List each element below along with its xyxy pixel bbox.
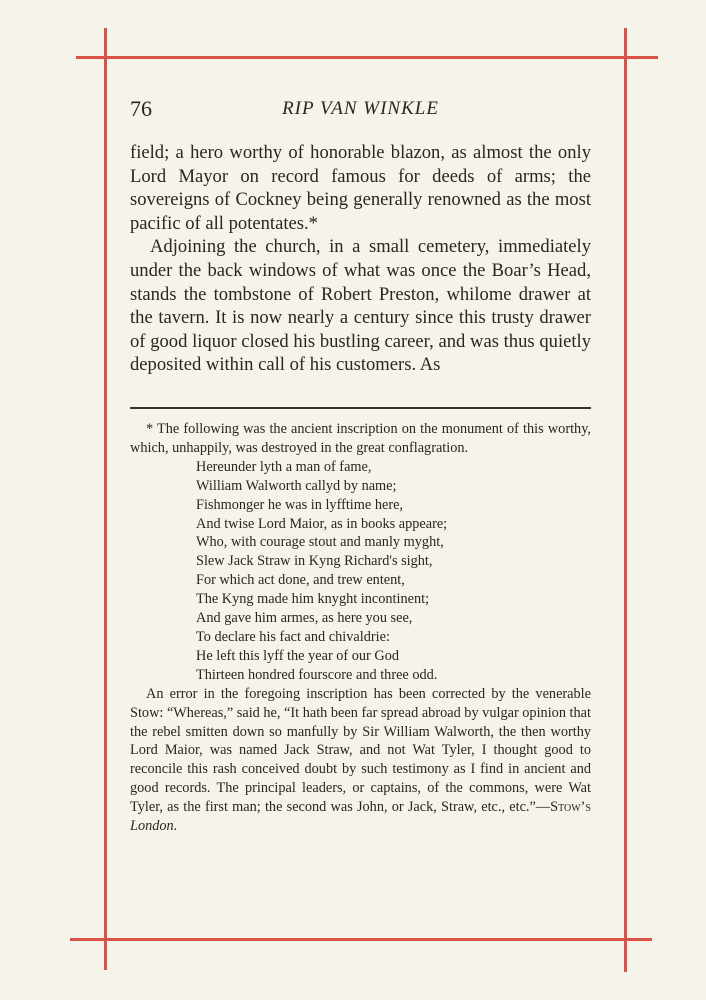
running-head: RIP VAN WINKLE	[282, 98, 439, 119]
attribution-author: Stow’s	[550, 799, 591, 816]
verse-line: And gave him armes, as here you see,	[196, 610, 413, 627]
verse-line: He left this lyff the year of our God	[196, 647, 400, 664]
border-rule-bottom	[70, 938, 652, 941]
verse-line: William Walworth callyd by name;	[196, 477, 397, 494]
inscription-verse	[196, 458, 591, 685]
verse-line: Who, with courage stout and manly myght,	[196, 534, 444, 551]
verse-line: Fishmonger he was in lyfftime here,	[196, 496, 403, 513]
footnote-intro: * The following was the ancient inscription on the monument of this worthy, which, unhappily, was destroyed in the great conflagration.	[130, 421, 591, 456]
attribution-title: London.	[130, 818, 178, 835]
verse-line: For which act done, and trew entent,	[196, 572, 405, 589]
border-rule-right	[624, 28, 627, 972]
body-paragraph-1: field; a hero worthy of honorable blazon, as almost the only Lord Mayor on record famous for deeds of arms; the sovereigns of Cockney being generally renowned as the most pacific of all potentates.*	[130, 142, 591, 234]
border-rule-top	[76, 56, 658, 59]
body-text	[130, 141, 591, 377]
verse-line: The Kyng made him knyght incontinent;	[196, 591, 430, 608]
body-paragraph-2: Adjoining the church, in a small cemetery, immediately under the back windows of what was once the Boar’s Head, stands the tombstone of Robert Preston, whilome drawer at the tavern. It is now nearly a century since this trusty drawer of good liquor closed his bustling career, and was thus quietly deposited within call of his customers. As	[130, 236, 591, 376]
verse-line: Hereunder lyth a man of fame,	[196, 458, 372, 475]
page-number: 76	[130, 96, 152, 121]
verse-line: Thirteen hondred fourscore and three odd.	[196, 666, 438, 683]
footnote-note	[130, 685, 591, 836]
border-rule-left	[104, 28, 107, 970]
footnote-note-text: An error in the foregoing inscription has been corrected by the venerable Stow: “Whereas,” said he, “It hath been far spread abroad by vulgar opinion that the rebel smitten down so manfully by Sir William Walworth, the then worthy Lord Maior, was named Jack Straw, and not Wat Tyler, I thought good to reconcile this rash conceived doubt by such testimony as I find in ancient and good records. The principal leaders, or captains, of the commons, were Wat Tyler, as the first man; the second was John, or Jack, Straw, etc., etc.”—	[130, 685, 591, 816]
verse-line: And twise Lord Maior, as in books appeare;	[196, 515, 448, 532]
page-header	[130, 96, 591, 124]
footnote-divider	[130, 407, 591, 409]
verse-line: To declare his fact and chivaldrie:	[196, 628, 390, 645]
footnote	[130, 420, 591, 836]
verse-line: Slew Jack Straw in Kyng Richard's sight,	[196, 553, 433, 570]
